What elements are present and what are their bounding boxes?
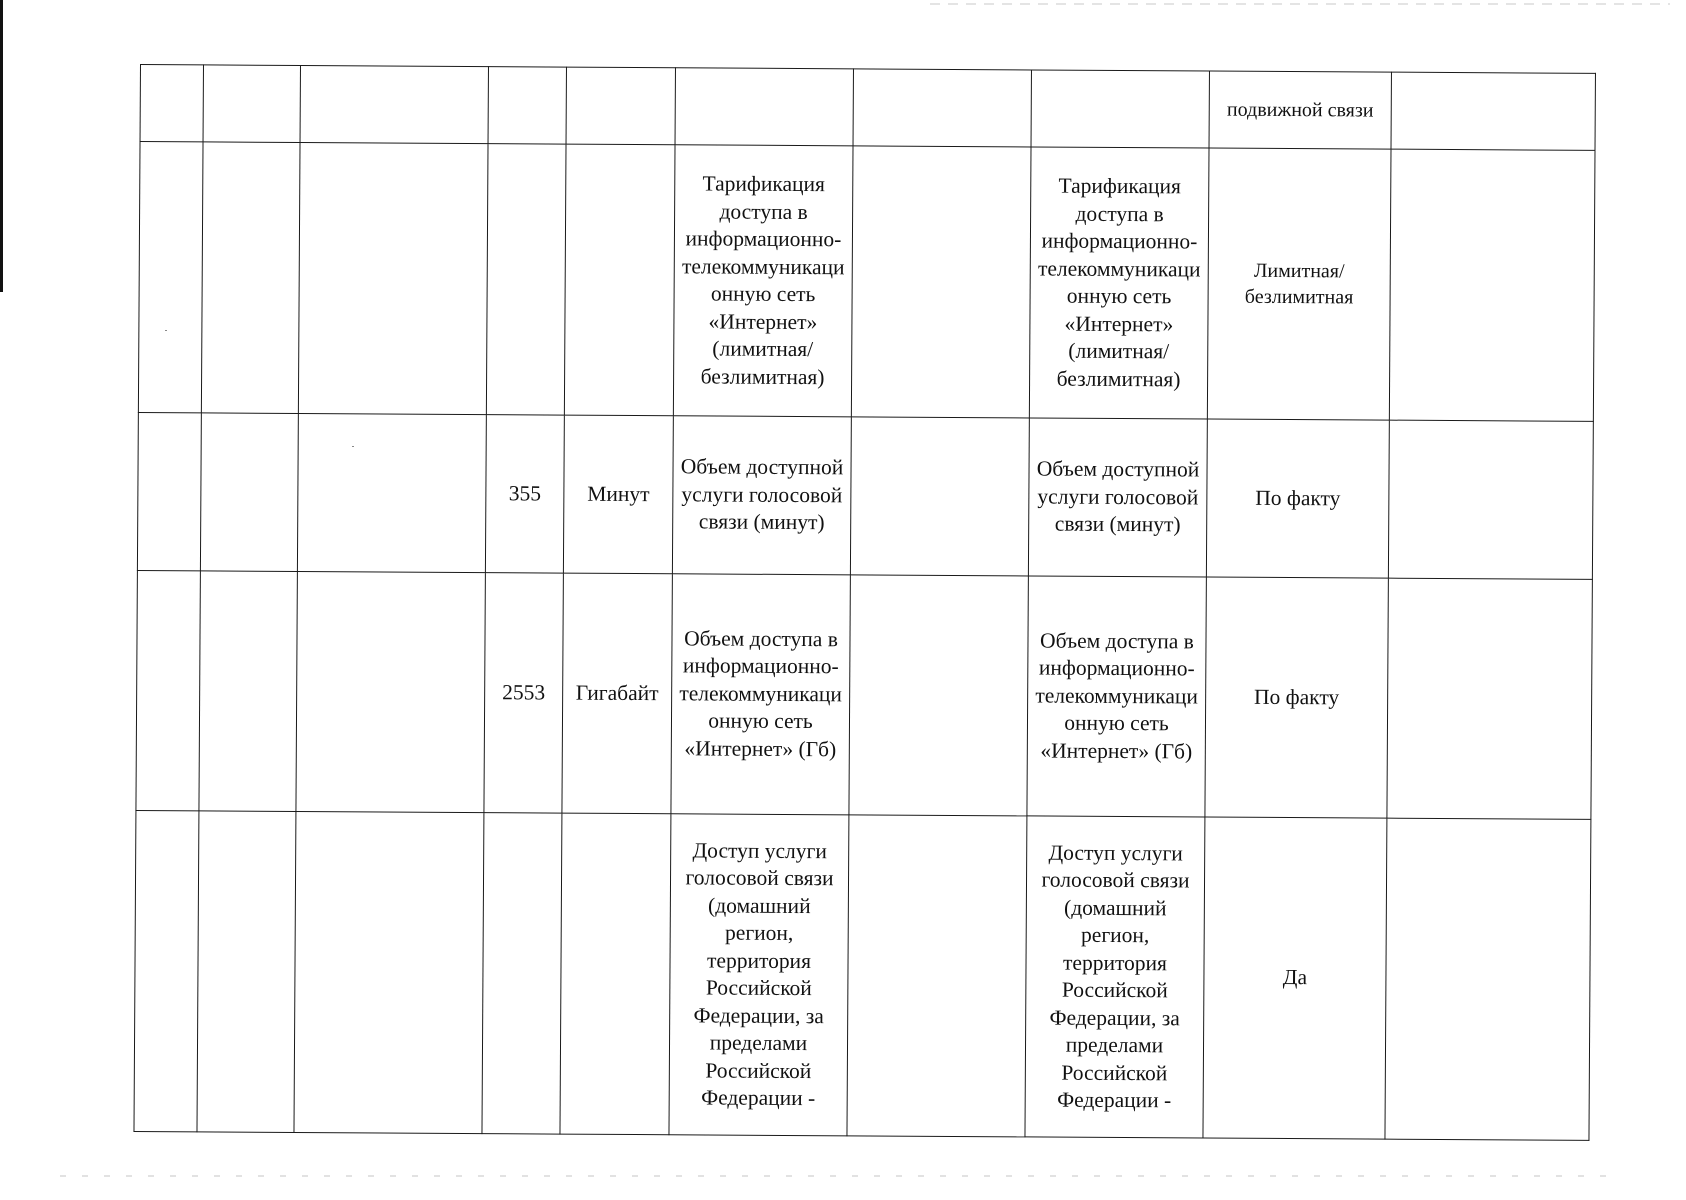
table-cell-characteristic	[1029, 147, 1209, 419]
table-cell	[197, 811, 296, 1133]
table-cell-characteristic	[673, 145, 853, 417]
table-cell-characteristic	[672, 416, 851, 575]
table-row	[137, 412, 1593, 579]
table-cell	[137, 412, 201, 570]
table-cell	[1391, 72, 1595, 150]
table-cell	[138, 142, 203, 413]
table-cell-value	[1206, 419, 1389, 578]
cell-text: Доступ услуги голосовой связи (домашний регион, территория Российской Федерации, за пределами Российской Федерации -	[685, 837, 834, 1111]
table-cell	[851, 146, 1031, 418]
table-cell-characteristic	[1027, 576, 1206, 817]
table-cell	[200, 413, 298, 572]
table-cell	[486, 144, 566, 415]
table-cell	[136, 570, 200, 810]
cell-text: Объем доступа в информационно-телекоммуникационную сеть «Интернет» (Гб)	[1035, 628, 1199, 764]
cell-text: Лимитная/безлимитная	[1244, 259, 1354, 309]
cell-text: Объем доступной услуги голосовой связи (минут)	[680, 454, 844, 535]
table-cell	[199, 571, 297, 812]
table-row	[134, 810, 1591, 1140]
table-cell-characteristic	[1025, 816, 1205, 1138]
table-cell	[1387, 578, 1592, 819]
scan-noise-top	[930, 3, 1670, 5]
table-cell-value	[1207, 148, 1391, 420]
table-cell	[482, 813, 562, 1134]
cell-text: По факту	[1255, 485, 1341, 511]
table-cell	[201, 142, 300, 414]
table-cell	[1388, 420, 1593, 579]
table-cell-value	[1203, 817, 1387, 1139]
table-cell	[847, 815, 1027, 1137]
document-table	[133, 64, 1595, 1141]
table-cell-unit	[562, 573, 672, 814]
table-cell-quantity	[484, 573, 563, 813]
table-cell	[1031, 70, 1209, 148]
cell-text: Доступ услуги голосовой связи (домашний регион, территория Российской Федерации, за пределами Российской Федерации -	[1041, 840, 1190, 1113]
table-cell	[203, 65, 300, 143]
cell-text: Тарификация доступа в информационно-телекоммуникационную сеть «Интернет» (лимитная/безлимитная)	[681, 171, 845, 389]
table-row	[136, 570, 1592, 819]
scan-noise-bottom	[60, 1175, 1620, 1177]
cell-text: 355	[508, 481, 542, 506]
table-cell-value	[1209, 71, 1391, 149]
cell-text: Минут	[587, 481, 650, 506]
cell-text: Объем доступа в информационно-телекоммуникационную сеть «Интернет» (Гб)	[679, 626, 843, 762]
cell-text: По факту	[1254, 684, 1340, 710]
cell-text: Объем доступной услуги голосовой связи (минут)	[1036, 456, 1200, 537]
table-row	[138, 142, 1595, 422]
table-cell	[850, 417, 1029, 576]
table-cell-characteristic	[669, 814, 849, 1136]
cell-text: Гигабайт	[575, 680, 659, 705]
table-cell	[849, 575, 1028, 816]
table-cell	[560, 813, 671, 1135]
table-cell	[298, 142, 488, 414]
table-cell	[294, 811, 484, 1133]
cell-text: Да	[1282, 965, 1308, 990]
table-cell	[675, 68, 853, 146]
table-cell-unit	[563, 415, 673, 574]
table-cell	[1389, 149, 1595, 421]
table-cell	[140, 65, 203, 142]
table-cell	[296, 571, 485, 812]
table-cell	[297, 413, 486, 572]
table-row	[140, 65, 1595, 151]
table-cell	[488, 67, 566, 144]
table-cell	[1385, 818, 1591, 1140]
cell-text: 2553	[502, 679, 546, 705]
table-cell-quantity	[485, 415, 564, 573]
cell-text: подвижной связи	[1226, 98, 1374, 122]
scan-edge	[0, 0, 3, 292]
table-cell	[134, 810, 199, 1131]
table-cell	[564, 144, 675, 416]
table-cell-value	[1205, 577, 1388, 818]
table-cell	[853, 69, 1031, 147]
table-cell	[300, 65, 488, 143]
cell-text: Тарификация доступа в информационно-телекоммуникационную сеть «Интернет» (лимитная/безлимитная)	[1037, 173, 1201, 391]
table-cell-characteristic	[1028, 418, 1207, 577]
table-cell	[566, 67, 675, 145]
table-cell-characteristic	[671, 574, 850, 815]
